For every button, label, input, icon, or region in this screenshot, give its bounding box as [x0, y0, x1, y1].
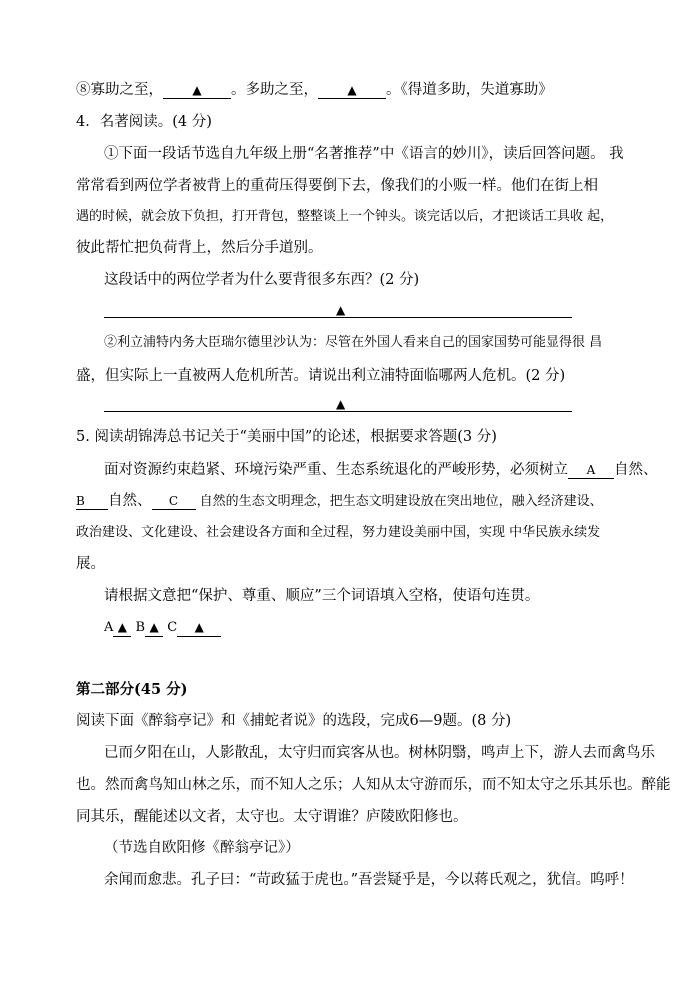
answer-b-label: B	[135, 620, 146, 635]
answer-b-blank[interactable]	[145, 619, 163, 637]
text1-source: （节选自欧阳修《醉翁亭记》）	[104, 840, 300, 856]
q5-line2-text: 自然的生态文明理念，把生态文明建设放在突出地位，融入经济建设、	[195, 494, 603, 509]
q4-p1-line2: 常常看到两位学者被背上的重荷压得要倒下去，像我们的小贩一样。他们在街上相	[76, 178, 598, 194]
answer-c-blank[interactable]	[177, 619, 221, 637]
answer-line-2[interactable]	[104, 411, 572, 412]
q5-answer-row	[104, 618, 221, 638]
q4-title: 4．名著阅读。(4 分)	[76, 114, 212, 130]
answer-a-blank[interactable]	[113, 619, 131, 637]
q4-p2-line2: 盛，但实际上一直被两人危机所苦。请说出利立浦特面临哪两人危机。(2 分)	[76, 368, 566, 384]
answer-marker-1: ▲	[336, 303, 346, 317]
answer-c-label: C	[167, 620, 178, 635]
answer-a-marker: ▲	[117, 620, 127, 634]
blank-1[interactable]	[163, 82, 231, 99]
q4-p1-line3: 遇的时候，就会放下负担，打开背包，整整谈上一个钟头。谈完话以后，才把谈话工具收 起，	[76, 209, 614, 224]
part2-heading: 第二部分(45 分)	[76, 681, 188, 698]
q5-line3: 政治建设、文化建设、社会建设各方面和全过程，努力建设美丽中国，实现 中华民族永续发	[76, 525, 601, 540]
text2-line1: 余闻而愈悲。孔子曰：“苛政猛于虎也。”吾尝疑乎是，今以蒋氏观之，犹信。呜呼！	[104, 872, 634, 888]
answer-c-marker: ▲	[194, 620, 204, 634]
blank-marker: ▲	[192, 83, 202, 97]
q5-line1	[104, 460, 658, 480]
answer-marker-2: ▲	[336, 397, 346, 411]
q5-line1-end: 自然、	[614, 462, 658, 478]
q4-p1-line4: 彼此帮忙把负荷背上，然后分手道别。	[76, 240, 323, 256]
blank-c[interactable]: C	[152, 493, 196, 510]
q5-instruction: 请根据文意把“保护、尊重、顺应”三个词语填入空格，使语句连贯。	[104, 588, 540, 604]
part2-intro: 阅读下面《醉翁亭记》和《捕蛇者说》的选段，完成6—9题。(8 分)	[76, 713, 512, 729]
q5-line2-mid: 自然、	[108, 493, 152, 509]
answer-b-marker: ▲	[149, 620, 159, 634]
blank-2[interactable]	[318, 82, 386, 99]
q4-p1-line1: ①下面一段话节选自九年级上册“名著推荐”中《语言的妙川》，读后回答问题。 我	[104, 146, 624, 162]
q5-line2	[76, 491, 603, 512]
q3-mid: 。多助之至，	[231, 82, 318, 98]
q3-pre: ⑧寡助之至，	[76, 82, 163, 98]
answer-line-1[interactable]	[104, 317, 572, 318]
q5-line1-text: 面对资源约束趋紧、环境污染严重、生态系统退化的严峻形势，必须树立	[104, 462, 568, 478]
blank-a[interactable]: A	[568, 462, 614, 479]
q5-title: 5. 阅读胡锦涛总书记关于“美丽中国”的论述，根据要求答题(3 分)	[76, 429, 497, 445]
blank-marker: ▲	[347, 83, 357, 97]
text1-line3: 同其乐，醒能述以文者，太守也。太守谓谁？庐陵欧阳修也。	[76, 809, 468, 825]
q4-question-1: 这段话中的两位学者为什么要背很多东西？(2 分)	[104, 272, 420, 288]
q3-post: 。《得道多助，失道寡助》	[386, 82, 553, 98]
q4-p2-line1: ②利立浦特内务大臣瑞尔德里沙认为：尽管在外国人看来自己的国家国势可能显得很 昌	[104, 335, 603, 350]
blank-b[interactable]: B	[76, 493, 108, 510]
q3-line	[76, 80, 553, 100]
answer-a-label: A	[104, 620, 114, 635]
text1-line1: 已而夕阳在山，人影散乱，太守归而宾客从也。树林阴翳，鸣声上下，游人去而禽鸟乐	[104, 745, 655, 761]
text1-line2: 也。然而禽鸟知山林之乐，而不知人之乐；人知从太守游而乐，而不知太守之乐其乐也。醉能	[76, 777, 671, 793]
q5-line4: 展。	[76, 556, 105, 572]
